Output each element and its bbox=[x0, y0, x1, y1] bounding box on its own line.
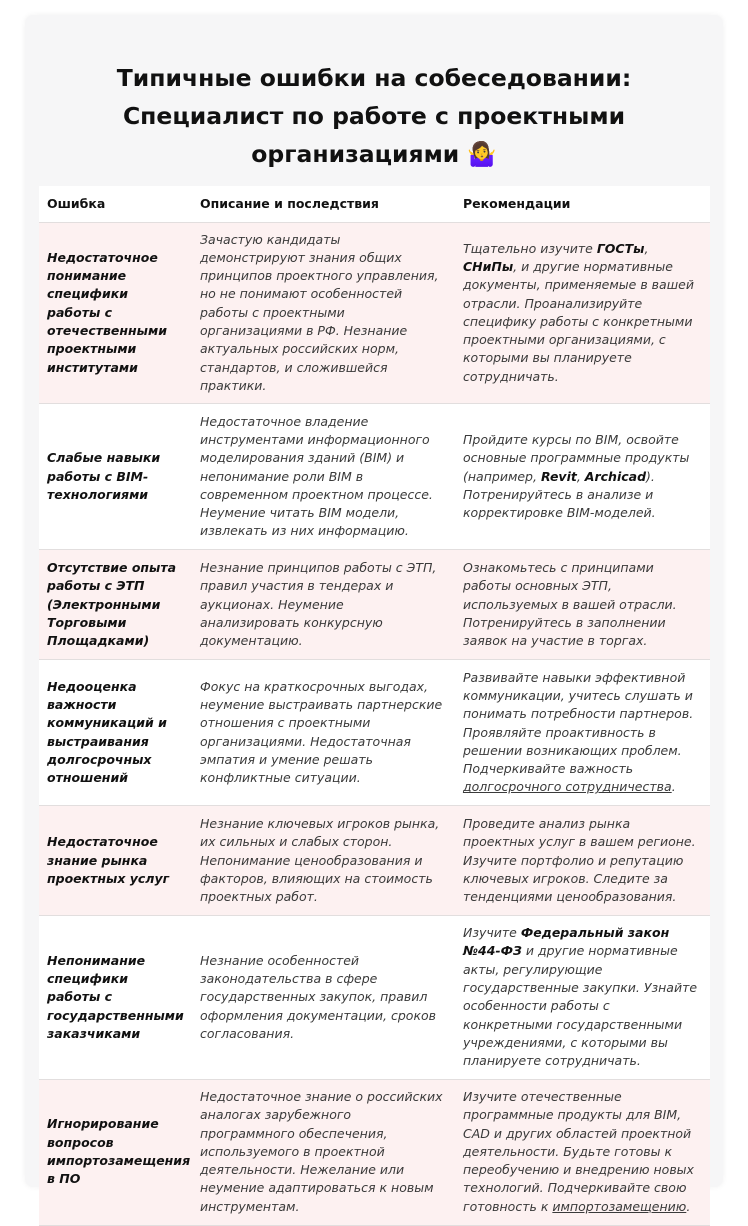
row-recommendation: Развивайте навыки эффективной коммуникации, учитесь слушать и понимать потребности партнеров. Проявляйте проактивность в решении возникающих проблем. Подчеркивайте важность долгосрочного сотрудничества. bbox=[463, 669, 694, 795]
table-row bbox=[39, 916, 710, 1079]
row-recommendation: Ознакомьтесь с принципами работы основных ЭТП, используемых в вашей отрасли. Потренируйтесь в заполнении заявок на участие в торгах. bbox=[463, 559, 677, 649]
row-error: Слабые навыки работы с BIM-технологиями bbox=[47, 450, 161, 502]
row-recommendation: Изучите отечественные программные продукты для BIM, CAD и других областей проектной деятельности. Будьте готовы к переобучению и внедрению новых технологий. Подчеркивайте свою готовность к импортозамещению. bbox=[463, 1089, 694, 1214]
header-error: Ошибка bbox=[47, 195, 106, 211]
title-line-2: Специалист по работе с проектными bbox=[122, 102, 626, 130]
row-description: Незнание принципов работы с ЭТП, правил участия в тендерах и аукционах. Неумение анализировать конкурсную документацию. bbox=[200, 559, 437, 649]
row-recommendation: Пройдите курсы по BIM, освойте основные программные продукты (например, Revit, Archicad). Потренируйтесь в анализе и корректировке BIM-моделей. bbox=[463, 431, 690, 521]
title-line-3: организациями 🤷‍♀️ bbox=[251, 140, 497, 168]
underlined-term: долгосрочного сотрудничества bbox=[463, 779, 672, 795]
row-error: Непонимание специфики работы с государственными заказчиками bbox=[47, 952, 184, 1041]
row-error: Игнорирование вопросов импортозамещения в ПО bbox=[47, 1116, 191, 1187]
table-row bbox=[39, 806, 710, 916]
row-description: Незнание особенностей законодательства в сфере государственных закупок, правил оформления документации, сроков согласования. bbox=[200, 952, 437, 1041]
row-recommendation: Изучите Федеральный закон №44-ФЗ и другие нормативные акты, регулирующие государственные закупки. Узнайте особенности работы с конкретными государственными учреждениями, с которыми вы планируете сотрудничать. bbox=[463, 925, 698, 1069]
row-description: Недостаточное владение инструментами информационного моделирования зданий (BIM) и непонимание роли BIM в современном проектном процессе. Неумение читать BIM модели, извлекать из них информацию. bbox=[200, 413, 433, 539]
row-description: Незнание ключевых игроков рынка, их сильных и слабых сторон. Непонимание ценообразования и факторов, влияющих на стоимость проектных работ. bbox=[200, 815, 440, 905]
underlined-term: импортозамещению bbox=[552, 1198, 687, 1214]
row-description: Фокус на краткосрочных выгодах, неумение выстраивать партнерские отношения с проектными организациями. Недостаточная эмпатия и умение решать конфликтные ситуации. bbox=[200, 678, 443, 786]
table-row bbox=[39, 660, 710, 806]
row-error: Недостаточное знание рынка проектных услуг bbox=[47, 834, 170, 886]
page-title bbox=[25, 59, 723, 173]
row-recommendation: Тщательно изучите ГОСТы, СНиПы, и другие нормативные документы, применяемые в вашей отрасли. Проанализируйте специфику работы с конкретными проектными организациями, с которыми вы планируете сотрудничать. bbox=[463, 240, 694, 384]
header-description: Описание и последствия bbox=[200, 195, 379, 211]
row-error: Отсутствие опыта работы с ЭТП (Электронными Торговыми Площадками) bbox=[47, 559, 177, 649]
table-row bbox=[39, 550, 710, 660]
table-row bbox=[39, 1079, 710, 1225]
table-row bbox=[39, 222, 710, 404]
row-description: Зачастую кандидаты демонстрируют знания общих принципов проектного управления, но не понимают особенностей работы с проектными организациями в РФ. Незнание актуальных российских норм, стандартов, и сложившейся практики. bbox=[200, 231, 439, 393]
row-error: Недостаточное понимание специфики работы с отечественными проектными институтами bbox=[47, 249, 167, 375]
row-recommendation: Проведите анализ рынка проектных услуг в вашем регионе. Изучите портфолио и репутацию ключевых игроков. Следите за тенденциями ценообразования. bbox=[463, 815, 696, 905]
table-header-row bbox=[39, 186, 710, 222]
header-recommendations: Рекомендации bbox=[463, 195, 571, 211]
table-row bbox=[39, 404, 710, 550]
mistakes-table bbox=[39, 186, 710, 1226]
content-card bbox=[25, 15, 723, 1214]
row-description: Недостаточное знание о российских аналогах зарубежного программного обеспечения, используемого в проектной деятельности. Нежелание или неумение адаптироваться к новым инструментам. bbox=[200, 1089, 443, 1214]
row-error: Недооценка важности коммуникаций и выстраивания долгосрочных отношений bbox=[47, 678, 167, 786]
title-line-1: Типичные ошибки на собеседовании: bbox=[116, 64, 632, 92]
